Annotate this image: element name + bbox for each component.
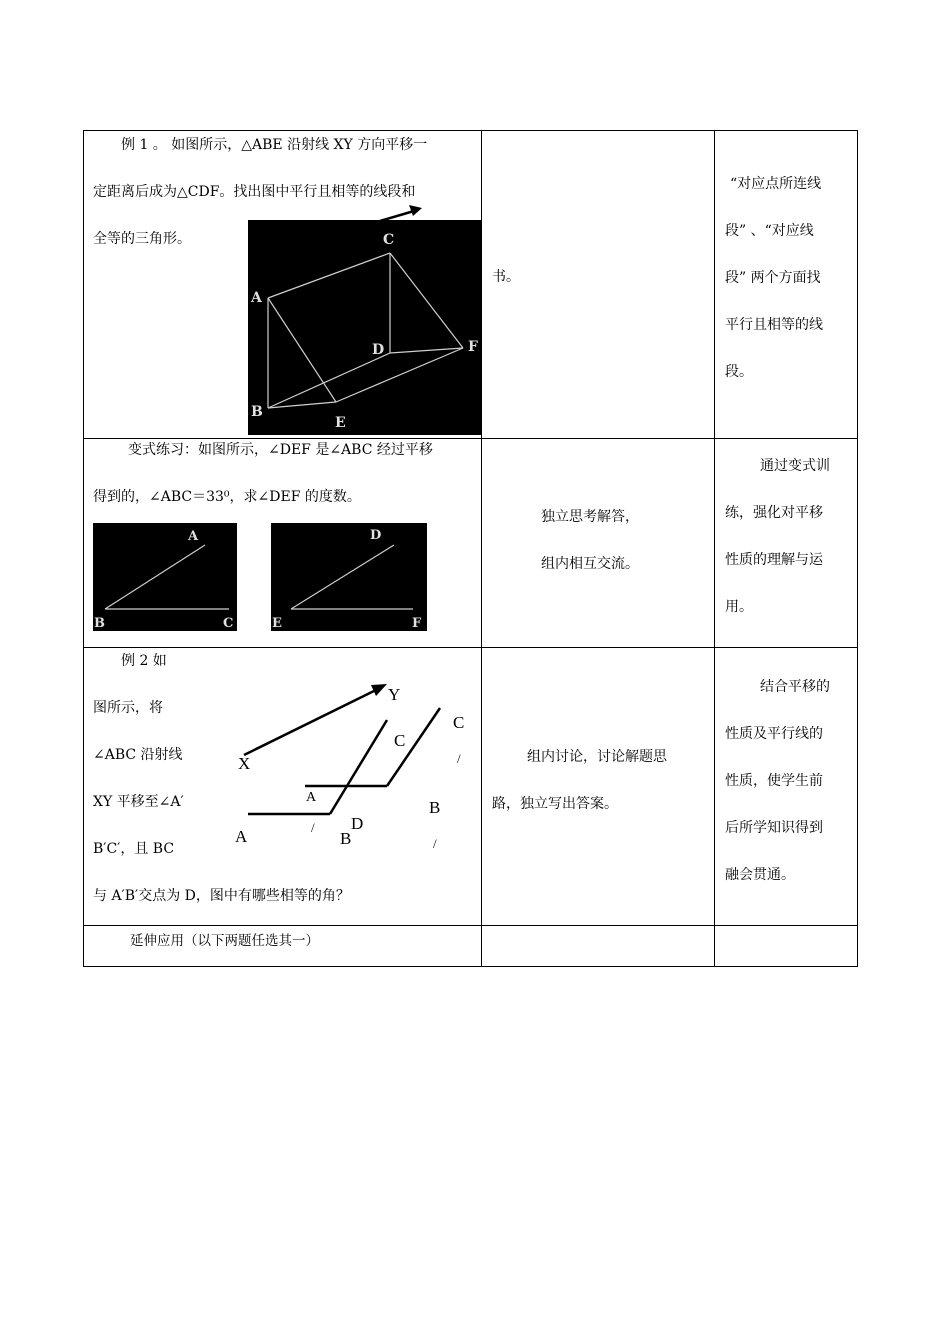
svg-text:D: D (370, 528, 382, 543)
figure-label-e: E (335, 415, 346, 431)
label-y: Y (388, 685, 401, 704)
extension-heading: 延伸应用（以下两题任选其一） (130, 933, 319, 949)
svg-text:/: / (457, 751, 461, 766)
row1-activity: 书。 (492, 269, 520, 285)
svg-text:F: F (412, 616, 422, 631)
figure-label-a: A (251, 290, 262, 306)
example1-figure (248, 220, 481, 435)
example2-text: 例 2 如 图所示，将 ∠ABC 沿射线 XY 平移至∠A′ B′C′，且 BC 与 A′B′交点为 D，图中有哪些相等的角？ (93, 653, 350, 904)
svg-text:A: A (188, 529, 199, 544)
label-b-prime: B (429, 798, 441, 817)
svg-text:E: E (272, 616, 282, 631)
label-a: A (235, 827, 248, 846)
label-c-prime: C (453, 713, 465, 732)
row2-activity: 独立思考解答， 组内相互交流。 (541, 509, 639, 572)
svg-text:B: B (94, 616, 105, 631)
column-divider (481, 131, 482, 966)
row3-activity: 组内讨论，讨论解题思 路，独立写出答案。 (492, 749, 667, 812)
figure-label-f: F (468, 339, 478, 355)
row2-intent: 通过变式训 练，强化对平移 性质的理解与运 用。 (725, 458, 830, 615)
example2-figure (230, 675, 475, 855)
label-c: C (394, 731, 406, 750)
column-divider (714, 131, 715, 966)
label-a-prime: A (306, 790, 317, 805)
figure-label-c: C (383, 232, 395, 248)
label-x: X (238, 754, 251, 773)
row3-intent: 结合平移的 性质及平行线的 性质，使学生前 后所学知识得到 融会贯通。 (725, 679, 830, 883)
angle-def-figure (271, 523, 427, 631)
example1-text: 例 1 。 如图所示，△ABE 沿射线 XY 方向平移一 定距离后成为△CDF。找出图中平行且相等的线段和 全等的三角形。 (93, 137, 428, 247)
figure-label-d: D (372, 342, 385, 358)
label-b: B (340, 829, 352, 848)
angle-abc-figure (93, 523, 237, 631)
figure-label-b: B (251, 404, 263, 420)
svg-text:/: / (433, 836, 437, 851)
label-d: D (351, 814, 364, 833)
variation-text: 变式练习：如图所示，∠DEF 是∠ABC 经过平移 得到的，∠ABC＝33⁰，求∠DEF 的度数。 (93, 442, 433, 505)
translation-arrow (378, 202, 428, 226)
svg-text:C: C (223, 616, 234, 631)
row1-intent: “对应点所连线 段” 、“对应线 段” 两个方面找 平行且相等的线 段。 (725, 176, 823, 380)
svg-text:/: / (311, 820, 315, 835)
